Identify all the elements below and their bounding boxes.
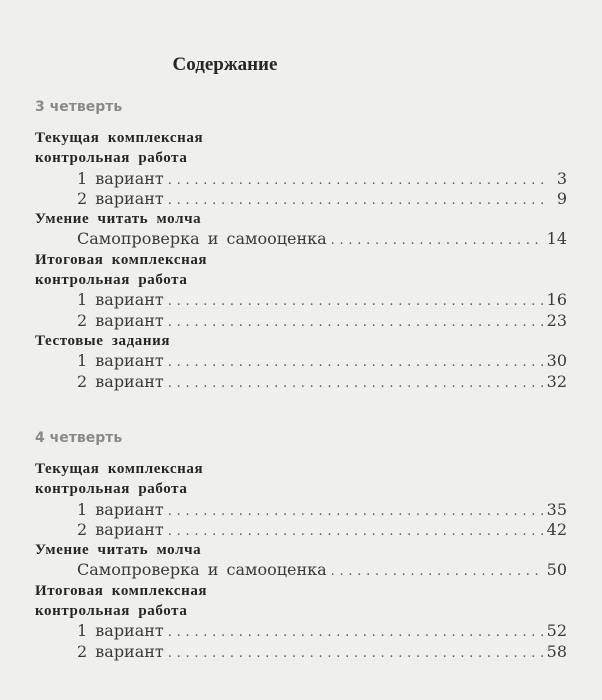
toc-entry[interactable] [35,500,567,520]
entry-title: 1 вариант [77,621,164,641]
page-number: 32 [546,371,567,391]
page-number: 50 [546,560,567,580]
entry-title: 1 вариант [77,290,164,310]
page-title: Содержание [172,54,278,75]
entry-title: 2 вариант [77,310,164,330]
toc-heading: контрольная работа [35,272,188,289]
toc-heading: Текущая комплексная [35,130,204,146]
dot-leader [168,374,543,394]
toc-q3 [35,128,567,392]
page-number: 35 [546,499,567,519]
toc-heading: Умение читать молча [35,542,202,559]
toc-heading: Умение читать молча [35,211,202,228]
page-number: 42 [546,519,567,539]
dot-leader [168,623,543,643]
dot-leader [168,292,543,312]
entry-title: Самопроверка и самооценка [77,560,327,580]
dot-leader [168,171,547,191]
page-number: 16 [546,290,567,310]
dot-leader [331,562,543,582]
toc-entry[interactable] [35,229,567,249]
section-header-q3: 3 четверть [35,99,123,115]
toc-entry[interactable] [35,290,567,310]
entry-title: 1 вариант [77,351,164,371]
toc-heading: Тестовые задания [35,332,171,349]
entry-title: 2 вариант [77,519,164,539]
toc-entry[interactable] [35,520,567,540]
toc-entry[interactable] [35,311,567,331]
dot-leader [168,644,543,664]
toc-entry[interactable] [35,189,567,209]
toc-entry[interactable] [35,560,567,580]
toc-heading: контрольная работа [35,150,188,167]
page-number: 30 [546,351,567,371]
dot-leader [168,502,543,522]
toc-entry[interactable] [35,169,567,189]
entry-title: Самопроверка и самооценка [77,229,327,249]
toc-entry[interactable] [35,621,567,641]
entry-title: 2 вариант [77,641,164,661]
entry-title: 1 вариант [77,499,164,519]
page-number: 58 [546,641,567,661]
dot-leader [168,191,547,211]
dot-leader [168,353,543,373]
page-number: 14 [546,229,567,249]
dot-leader [168,522,543,542]
toc-entry[interactable] [35,642,567,662]
page-number: 3 [556,168,567,188]
section-header-q4: 4 четверть [35,430,123,446]
entry-title: 2 вариант [77,188,164,208]
toc-heading: Итоговая комплексная [35,251,208,268]
toc-heading: контрольная работа [35,481,188,498]
entry-title: 1 вариант [77,168,164,188]
toc-entry[interactable] [35,351,567,371]
entry-title: 2 вариант [77,371,164,391]
toc-heading: Текущая комплексная [35,461,204,477]
page-number: 9 [556,188,567,208]
toc-heading: контрольная работа [35,603,188,620]
dot-leader [168,313,543,333]
dot-leader [331,231,543,251]
toc-q4 [35,459,567,662]
toc-entry[interactable] [35,372,567,392]
page-number: 52 [546,621,567,641]
page-number: 23 [546,310,567,330]
toc-heading: Итоговая комплексная [35,582,208,599]
